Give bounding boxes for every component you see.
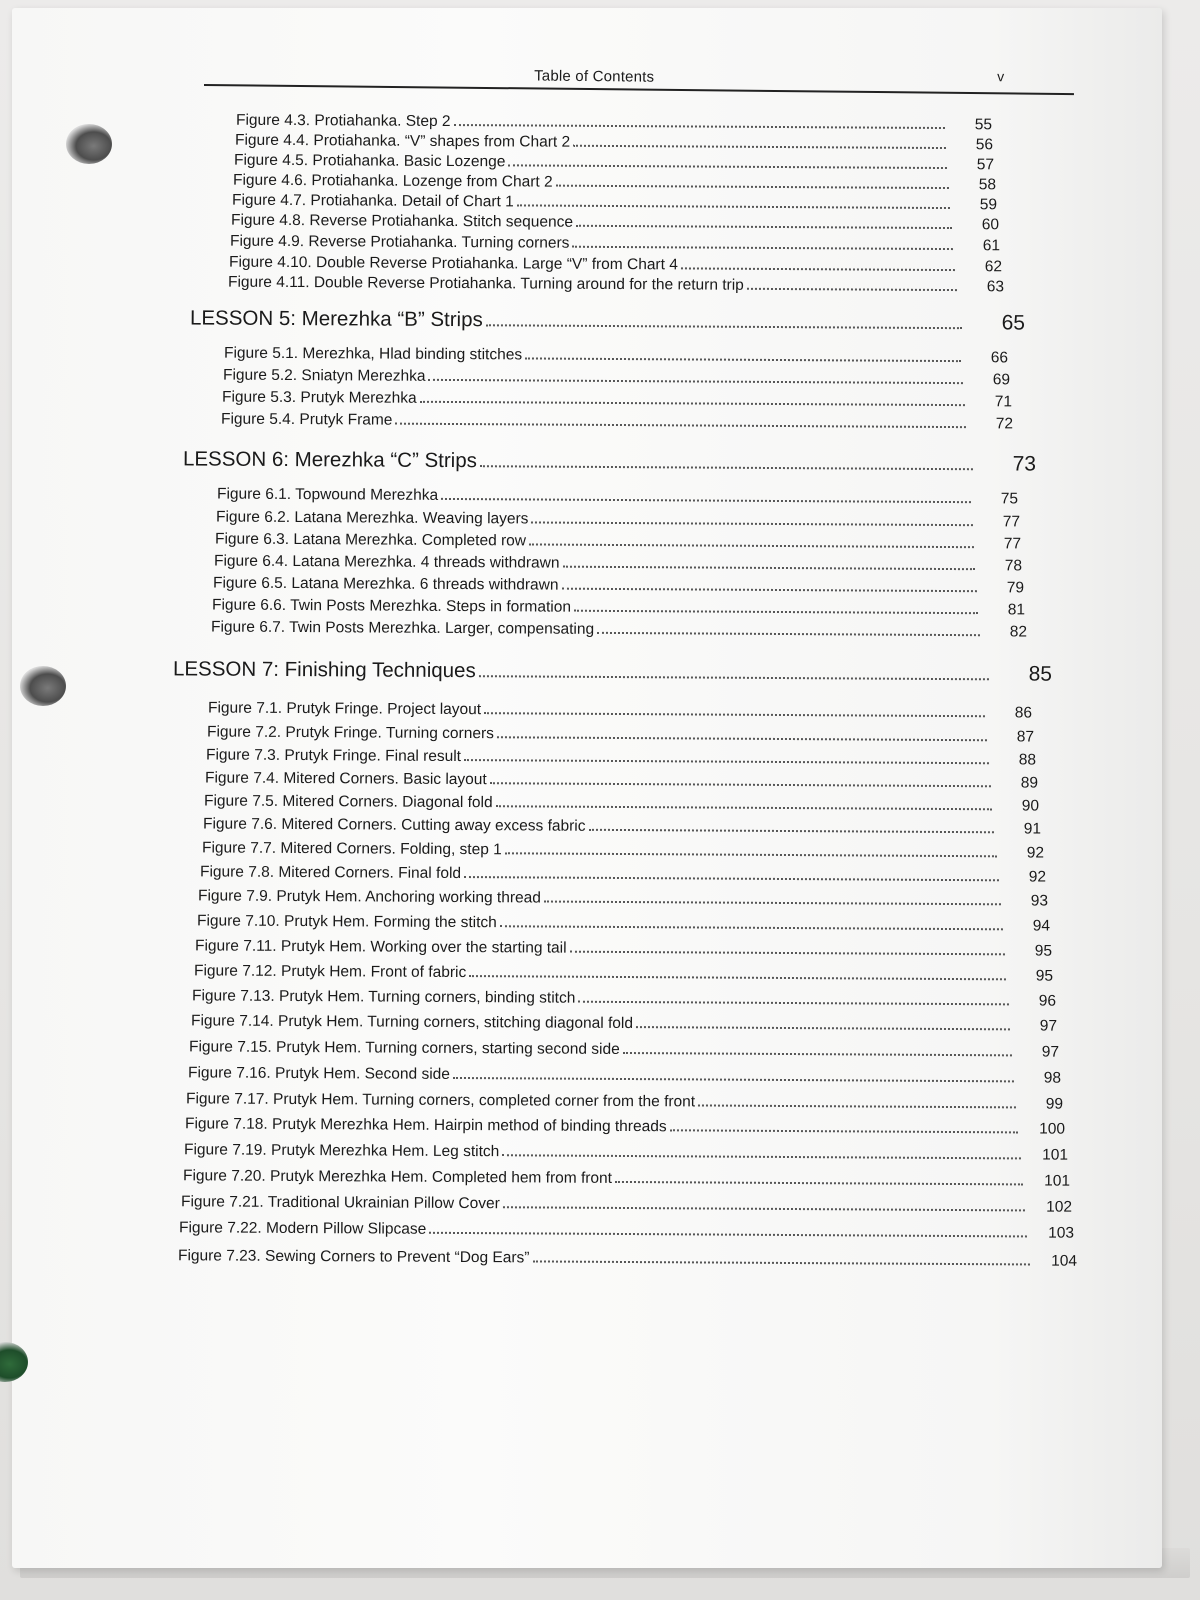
toc-entry-title: Figure 7.21. Traditional Ukrainian Pillow Cover: [180, 1193, 500, 1213]
toc-entry-title: Figure 7.19. Prutyk Merezhka Hem. Leg stitch: [183, 1141, 500, 1161]
toc-figure-entry: [204, 792, 1039, 815]
toc-figure-entry: [184, 1141, 1068, 1164]
toc-figure-entry: [216, 509, 1020, 532]
toc-entry-page: 57: [976, 156, 995, 174]
toc-entry-title: Figure 4.9. Reverse Protiahanka. Turning corners: [229, 232, 570, 252]
toc-figure-entry: [233, 172, 996, 195]
toc-entry-page: 65: [1001, 311, 1026, 335]
toc-entry-page: 93: [1030, 892, 1049, 910]
dot-leader: [574, 599, 978, 614]
dot-leader: [597, 621, 980, 636]
toc-entry-title: Figure 7.10. Prutyk Hem. Forming the stitch: [196, 912, 497, 932]
toc-entry-title: LESSON 6: Merezhka “C” Strips: [182, 447, 477, 473]
page-number: v: [997, 68, 1005, 85]
dot-leader: [544, 890, 1001, 906]
toc-entry-title: Figure 7.7. Mitered Corners. Folding, step 1: [201, 839, 502, 859]
toc-entry-page: 81: [1007, 601, 1026, 619]
toc-entry-page: 71: [994, 393, 1013, 411]
toc-figure-entry: [185, 1115, 1065, 1138]
toc-entry-page: 62: [984, 258, 1003, 276]
toc-entry-page: 73: [1012, 452, 1037, 476]
toc-entry-page: 58: [978, 176, 997, 194]
dot-leader: [420, 390, 965, 406]
toc-figure-entry: [223, 367, 1010, 390]
dot-leader: [490, 771, 991, 787]
dot-leader: [508, 154, 947, 170]
toc-entry-page: 72: [995, 415, 1014, 433]
toc-figure-entry: [202, 839, 1044, 862]
dot-leader: [496, 794, 992, 810]
toc-figure-entry: [179, 1219, 1074, 1242]
toc-figure-entry: [224, 345, 1008, 368]
toc-entry-page: 89: [1020, 774, 1039, 792]
toc-entry-page: 95: [1035, 967, 1054, 985]
toc-entry-title: Figure 7.8. Mitered Corners. Final fold: [199, 863, 462, 883]
toc-entry-title: Figure 7.3. Prutyk Fringe. Final result: [205, 746, 462, 766]
toc-entry-page: 101: [1042, 1146, 1069, 1164]
toc-entry-page: 79: [1006, 579, 1025, 597]
toc-entry-page: 97: [1041, 1043, 1060, 1061]
toc-lesson-entry: [190, 306, 1025, 335]
dot-leader: [623, 1041, 1012, 1056]
toc-entry-page: 82: [1009, 623, 1028, 641]
toc-figure-entry: [191, 1012, 1057, 1035]
toc-entry-page: 100: [1039, 1120, 1066, 1138]
toc-entry-page: 77: [1002, 513, 1021, 531]
toc-lesson-entry: [183, 447, 1036, 476]
dot-leader: [502, 1143, 1021, 1159]
toc-entry-title: Figure 7.5. Mitered Corners. Diagonal fold: [203, 792, 493, 812]
toc-entry-title: Figure 7.4. Mitered Corners. Basic layout: [204, 769, 487, 789]
toc-figure-entry: [229, 254, 1002, 277]
dot-leader: [570, 940, 1005, 956]
toc-entry-page: 56: [975, 136, 994, 154]
dot-leader: [464, 748, 989, 764]
toc-figure-entry: [203, 815, 1041, 838]
toc-figure-entry: [206, 746, 1036, 769]
toc-entry-page: 63: [986, 278, 1005, 296]
dot-leader: [698, 1094, 1016, 1109]
toc-entry-title: Figure 7.20. Prutyk Merezhka Hem. Completed hem from front: [182, 1167, 613, 1187]
dot-leader: [395, 412, 966, 428]
toc-figure-entry: [230, 233, 1000, 256]
toc-entry-page: 69: [992, 371, 1011, 389]
dot-leader: [747, 277, 957, 291]
dot-leader: [464, 865, 999, 881]
toc-entry-title: Figure 4.8. Reverse Protiahanka. Stitch sequence: [230, 211, 574, 231]
toc-entry-title: Figure 4.3. Protiahanka. Step 2: [235, 111, 451, 131]
toc-figure-entry: [205, 769, 1038, 792]
toc-entry-title: Figure 6.4. Latana Merezhka. 4 threads withdrawn: [213, 552, 560, 572]
toc-entry-page: 98: [1043, 1069, 1062, 1087]
toc-figure-entry: [212, 597, 1025, 620]
dot-leader: [429, 1221, 1027, 1237]
dot-leader: [525, 347, 961, 363]
toc-entry-title: Figure 7.16. Prutyk Hem. Second side: [187, 1064, 450, 1083]
dot-leader: [615, 1170, 1023, 1185]
toc-entry-title: Figure 7.2. Prutyk Fringe. Turning corners: [206, 723, 494, 743]
toc-figure-entry: [208, 699, 1032, 722]
toc-figure-entry: [211, 619, 1027, 642]
toc-entry-title: Figure 4.10. Double Reverse Protiahanka. Large “V” from Chart 4: [228, 253, 678, 274]
toc-entry-page: 92: [1026, 844, 1045, 862]
toc-entry-page: 87: [1016, 728, 1035, 746]
dot-leader: [681, 257, 955, 272]
toc-figure-entry: [213, 575, 1024, 598]
toc-figure-entry: [235, 132, 993, 155]
toc-entry-title: Figure 7.17. Prutyk Hem. Turning corners, completed corner from the front: [185, 1090, 696, 1111]
dot-leader: [500, 914, 1003, 930]
toc-entry-page: 91: [1023, 820, 1042, 838]
toc-figure-entry: [200, 863, 1046, 886]
toc-entry-page: 55: [974, 116, 993, 134]
toc-figure-entry: [221, 411, 1013, 434]
toc-figure-entry: [197, 912, 1050, 935]
dot-leader: [670, 1118, 1018, 1133]
dot-leader: [532, 1250, 1030, 1266]
toc-entry-page: 99: [1045, 1095, 1064, 1113]
dot-leader: [561, 577, 977, 592]
dot-leader: [572, 235, 953, 250]
dot-leader: [497, 725, 987, 741]
dot-leader: [576, 214, 952, 229]
dot-leader: [588, 818, 994, 833]
toc-figure-entry: [215, 531, 1021, 554]
toc-entry-title: Figure 5.1. Merezhka, Hlad binding stitches: [223, 344, 523, 364]
toc-entry-title: Figure 7.9. Prutyk Hem. Anchoring working thread: [197, 887, 541, 907]
toc-figure-entry: [178, 1247, 1077, 1270]
toc-entry-title: Figure 5.4. Prutyk Frame: [220, 410, 393, 429]
toc-figure-entry: [192, 987, 1056, 1010]
toc-figure-entry: [207, 723, 1034, 746]
toc-entry-title: LESSON 7: Finishing Techniques: [172, 657, 476, 683]
toc-figure-entry: [214, 553, 1022, 576]
toc-lesson-entry: [173, 657, 1052, 686]
dot-leader: [479, 661, 989, 680]
dot-leader: [636, 1015, 1010, 1030]
toc-entry-title: Figure 5.2. Sniatyn Merezhka: [222, 366, 426, 385]
toc-figure-entry: [228, 274, 1004, 297]
toc-entry-title: Figure 4.5. Protiahanka. Basic Lozenge: [233, 151, 506, 171]
dot-leader: [486, 310, 962, 329]
toc-figure-entry: [198, 887, 1048, 910]
toc-entry-page: 78: [1004, 557, 1023, 575]
toc-entry-title: Figure 7.15. Prutyk Hem. Turning corners, starting second side: [188, 1038, 620, 1058]
toc-figure-entry: [217, 486, 1018, 509]
toc-entry-title: Figure 7.23. Sewing Corners to Prevent “Dog Ears”: [177, 1247, 530, 1267]
toc-entry-title: Figure 7.13. Prutyk Hem. Turning corners, binding stitch: [191, 987, 576, 1007]
toc-entry-title: Figure 7.12. Prutyk Hem. Front of fabric: [193, 962, 467, 982]
toc-entry-title: Figure 7.6. Mitered Corners. Cutting away excess fabric: [202, 815, 586, 835]
dot-leader: [529, 533, 974, 549]
toc-entry-page: 85: [1028, 662, 1053, 686]
dot-leader: [428, 368, 963, 384]
toc-entry-page: 101: [1044, 1172, 1071, 1190]
toc-entry-title: Figure 7.14. Prutyk Hem. Turning corners, stitching diagonal fold: [190, 1012, 634, 1033]
toc-entry-page: 103: [1048, 1224, 1075, 1242]
toc-entry-page: 88: [1018, 751, 1037, 769]
dot-leader: [517, 194, 950, 209]
toc-entry-title: Figure 4.7. Protiahanka. Detail of Chart 1: [231, 191, 514, 211]
toc-figure-entry: [186, 1090, 1063, 1113]
dot-leader: [573, 134, 946, 149]
dot-leader: [484, 701, 985, 717]
toc-entry-title: Figure 4.4. Protiahanka. “V” shapes from Chart 2: [234, 131, 571, 151]
toc-entry-page: 77: [1003, 535, 1022, 553]
toc-entry-page: 90: [1021, 797, 1040, 815]
dot-leader: [505, 841, 997, 857]
toc-figure-entry: [189, 1038, 1059, 1061]
toc-entry-title: Figure 6.1. Topwound Merezhka: [216, 485, 439, 504]
toc-entry-title: Figure 7.11. Prutyk Hem. Working over the starting tail: [194, 937, 567, 957]
toc-figure-entry: [236, 112, 992, 135]
toc-entry-page: 96: [1038, 992, 1057, 1010]
toc-entry-page: 61: [982, 237, 1001, 255]
toc-figure-entry: [194, 962, 1053, 985]
toc-entry-title: LESSON 5: Merezhka “B” Strips: [189, 306, 483, 332]
toc-figure-entry: [231, 212, 999, 235]
toc-entry-page: 102: [1046, 1198, 1073, 1216]
toc-entry-page: 86: [1014, 704, 1033, 722]
dot-leader: [454, 113, 946, 129]
dot-leader: [469, 964, 1006, 980]
dot-leader: [531, 511, 973, 527]
toc-figure-entry: [183, 1167, 1070, 1190]
toc-entry-page: 97: [1039, 1017, 1058, 1035]
toc-figure-entry: [222, 389, 1012, 412]
toc-figure-entry: [181, 1193, 1072, 1216]
toc-entry-title: Figure 4.11. Double Reverse Protiahanka. Turning around for the return trip: [227, 273, 744, 294]
toc-entry-title: Figure 7.18. Prutyk Merezhka Hem. Hairpin method of binding threads: [184, 1115, 667, 1136]
toc-figure-entry: [188, 1064, 1061, 1087]
dot-leader: [503, 1195, 1025, 1211]
dot-leader: [562, 555, 975, 570]
dot-leader: [480, 451, 973, 470]
toc-entry-page: 94: [1032, 917, 1051, 935]
toc-entry-page: 60: [981, 216, 1000, 234]
toc-entry-title: Figure 6.3. Latana Merezhka. Completed row: [214, 530, 527, 550]
toc-figure-entry: [234, 152, 994, 175]
toc-entry-page: 75: [1000, 490, 1019, 508]
toc-entry-title: Figure 7.1. Prutyk Fringe. Project layout: [207, 699, 482, 719]
toc-figure-entry: [232, 192, 997, 215]
toc-entry-title: Figure 6.7. Twin Posts Merezhka. Larger, compensating: [210, 618, 595, 638]
toc-entry-title: Figure 6.6. Twin Posts Merezhka. Steps in formation: [211, 596, 572, 616]
toc-entry-title: Figure 5.3. Prutyk Merezhka: [221, 388, 417, 407]
toc-entry-page: 59: [979, 196, 998, 214]
toc-entry-page: 104: [1051, 1252, 1078, 1270]
toc-entry-page: 66: [990, 349, 1009, 367]
toc-figure-entry: [195, 937, 1052, 960]
dot-leader: [453, 1066, 1014, 1082]
toc-entry-title: Figure 6.2. Latana Merezhka. Weaving layers: [215, 508, 529, 528]
dot-leader: [441, 487, 971, 503]
toc-entry-title: Figure 4.6. Protiahanka. Lozenge from Chart 2: [232, 171, 553, 191]
page-header-title: Table of Contents: [534, 67, 655, 86]
dot-leader: [578, 990, 1009, 1005]
toc-entry-page: 95: [1034, 942, 1053, 960]
toc-entry-page: 92: [1028, 868, 1047, 886]
toc-entry-title: Figure 7.22. Modern Pillow Slipcase: [178, 1219, 427, 1238]
toc-entry-title: Figure 6.5. Latana Merezhka. 6 threads withdrawn: [212, 574, 559, 594]
dot-leader: [556, 174, 949, 189]
